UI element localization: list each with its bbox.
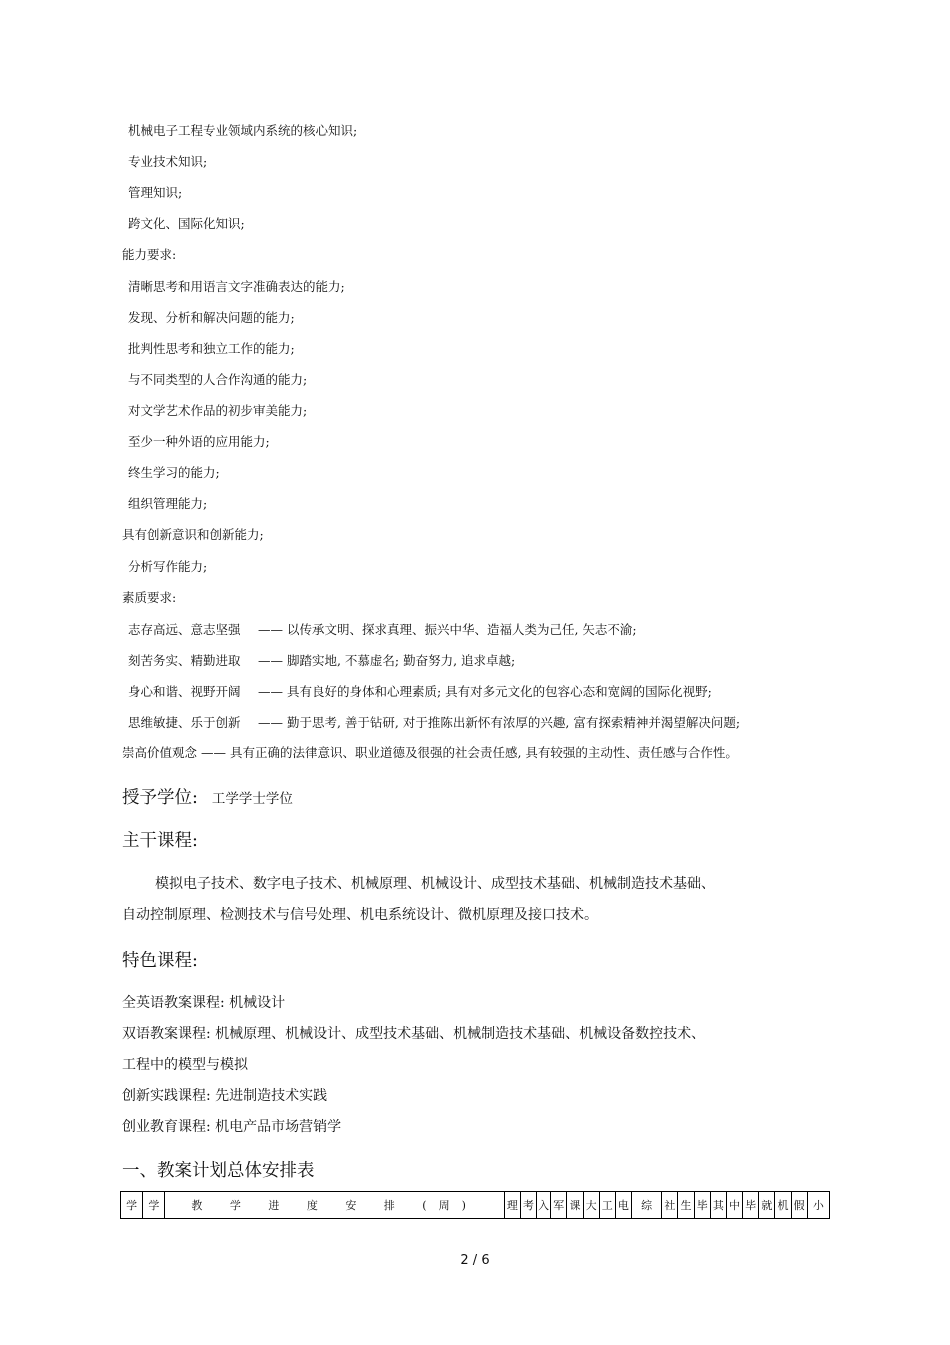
quality-desc: —— 具有良好的身体和心理素质; 具有对多元文化的包容心态和宽阔的国际化视野;: [258, 684, 712, 699]
section-title: 一、教案计划总体安排表: [122, 1161, 315, 1181]
quality-label: 志存高远、意志坚强: [128, 622, 241, 637]
quality-desc: —— 勤于思考, 善于钻研, 对于推陈出新怀有浓厚的兴趣, 富有探索精神并渴望解决问题;: [258, 715, 741, 730]
quality-item-1: [128, 622, 637, 638]
knowledge-item-1: 机械电子工程专业领域内系统的核心知识;: [128, 123, 358, 138]
ability-extra-1: 具有创新意识和创新能力;: [122, 527, 264, 542]
table-header-cell: 综: [632, 1192, 662, 1219]
table-header-cell: 入: [537, 1192, 551, 1219]
core-courses-line-1: 模拟电子技术、数字电子技术、机械原理、机械设计、成型技术基础、机械制造技术基础、: [155, 876, 715, 892]
quality-label: 思维敏捷、乐于创新: [128, 715, 241, 730]
ability-item-3: 批判性思考和独立工作的能力;: [128, 341, 295, 356]
quality-label: 身心和谐、视野开阔: [128, 684, 241, 699]
table-header-cell: 毕: [694, 1192, 710, 1219]
table-header-cell: 毕: [743, 1192, 759, 1219]
quality-desc: —— 脚踏实地, 不慕虚名; 勤奋努力, 追求卓越;: [258, 653, 516, 668]
table-header-cell: 工: [599, 1192, 615, 1219]
ability-item-4: 与不同类型的人合作沟通的能力;: [128, 372, 308, 387]
degree-value: 工学学士学位: [211, 791, 293, 807]
quality-item-2: [128, 653, 515, 669]
table-header-cell: 军: [551, 1192, 567, 1219]
table-header-cell: 学: [143, 1192, 165, 1219]
featured-course-line-4: 创新实践课程: 先进制造技术实践: [122, 1088, 328, 1104]
table-header-cell: 就: [759, 1192, 775, 1219]
degree-line: [122, 787, 293, 810]
quality-label: 刻苦务实、精勤进取: [128, 653, 241, 668]
table-header-cell: 理: [504, 1192, 520, 1219]
table-header-cell: 其: [710, 1192, 726, 1219]
core-courses-heading: 主干课程:: [122, 831, 198, 851]
quality-item-3: [128, 684, 712, 700]
ability-item-5: 对文学艺术作品的初步审美能力;: [128, 403, 308, 418]
featured-course-line-2: 双语教案课程: 机械原理、机械设计、成型技术基础、机械制造技术基础、机械设备数控技术、: [122, 1026, 706, 1042]
quality-item-4: [128, 715, 740, 731]
table-header-cell: 小: [807, 1192, 829, 1219]
ability-item-1: 清晰思考和用语言文字准确表达的能力;: [128, 279, 345, 294]
ability-item-6: 至少一种外语的应用能力;: [128, 434, 270, 449]
quality-heading: 素质要求:: [122, 590, 177, 605]
table-header-cell: 假: [791, 1192, 807, 1219]
degree-label: 授予学位:: [122, 788, 198, 808]
table-header-cell: 社: [662, 1192, 678, 1219]
quality-desc: —— 以传承文明、探求真理、振兴中华、造福人类为己任, 矢志不渝;: [258, 622, 637, 637]
knowledge-item-3: 管理知识;: [128, 185, 183, 200]
table-header-cell: 电: [615, 1192, 631, 1219]
table-header-cell: 大: [583, 1192, 599, 1219]
featured-course-line-1: 全英语教案课程: 机械设计: [122, 995, 286, 1011]
ability-item-8: 组织管理能力;: [128, 496, 208, 511]
table-header-cell: 机: [775, 1192, 791, 1219]
ability-heading: 能力要求:: [122, 247, 177, 262]
ability-item-7: 终生学习的能力;: [128, 465, 220, 480]
table-header-row: [121, 1192, 830, 1219]
table-header-cell: 考: [520, 1192, 536, 1219]
table-header-cell: 学: [121, 1192, 143, 1219]
featured-course-line-3: 工程中的模型与模拟: [122, 1057, 248, 1073]
table-header-cell: 课: [567, 1192, 583, 1219]
knowledge-item-4: 跨文化、国际化知识;: [128, 216, 245, 231]
schedule-table: [120, 1191, 830, 1219]
page-number: 2 / 6: [460, 1253, 490, 1268]
table-header-cell: 生: [678, 1192, 694, 1219]
knowledge-item-2: 专业技术知识;: [128, 154, 208, 169]
core-courses-line-2: 自动控制原理、检测技术与信号处理、机电系统设计、微机原理及接口技术。: [122, 907, 598, 923]
featured-courses-heading: 特色课程:: [122, 951, 198, 971]
table-header-cell: 中: [726, 1192, 742, 1219]
quality-last: 崇高价值观念 —— 具有正确的法律意识、职业道德及很强的社会责任感, 具有较强的主动性、责任感与合作性。: [122, 745, 738, 760]
featured-course-line-5: 创业教育课程: 机电产品市场营销学: [122, 1119, 342, 1135]
table-header-cell-schedule: 教 学 进 度 安 排 (周): [165, 1192, 504, 1219]
ability-item-2: 发现、分析和解决问题的能力;: [128, 310, 295, 325]
ability-extra-2: 分析写作能力;: [128, 559, 208, 574]
